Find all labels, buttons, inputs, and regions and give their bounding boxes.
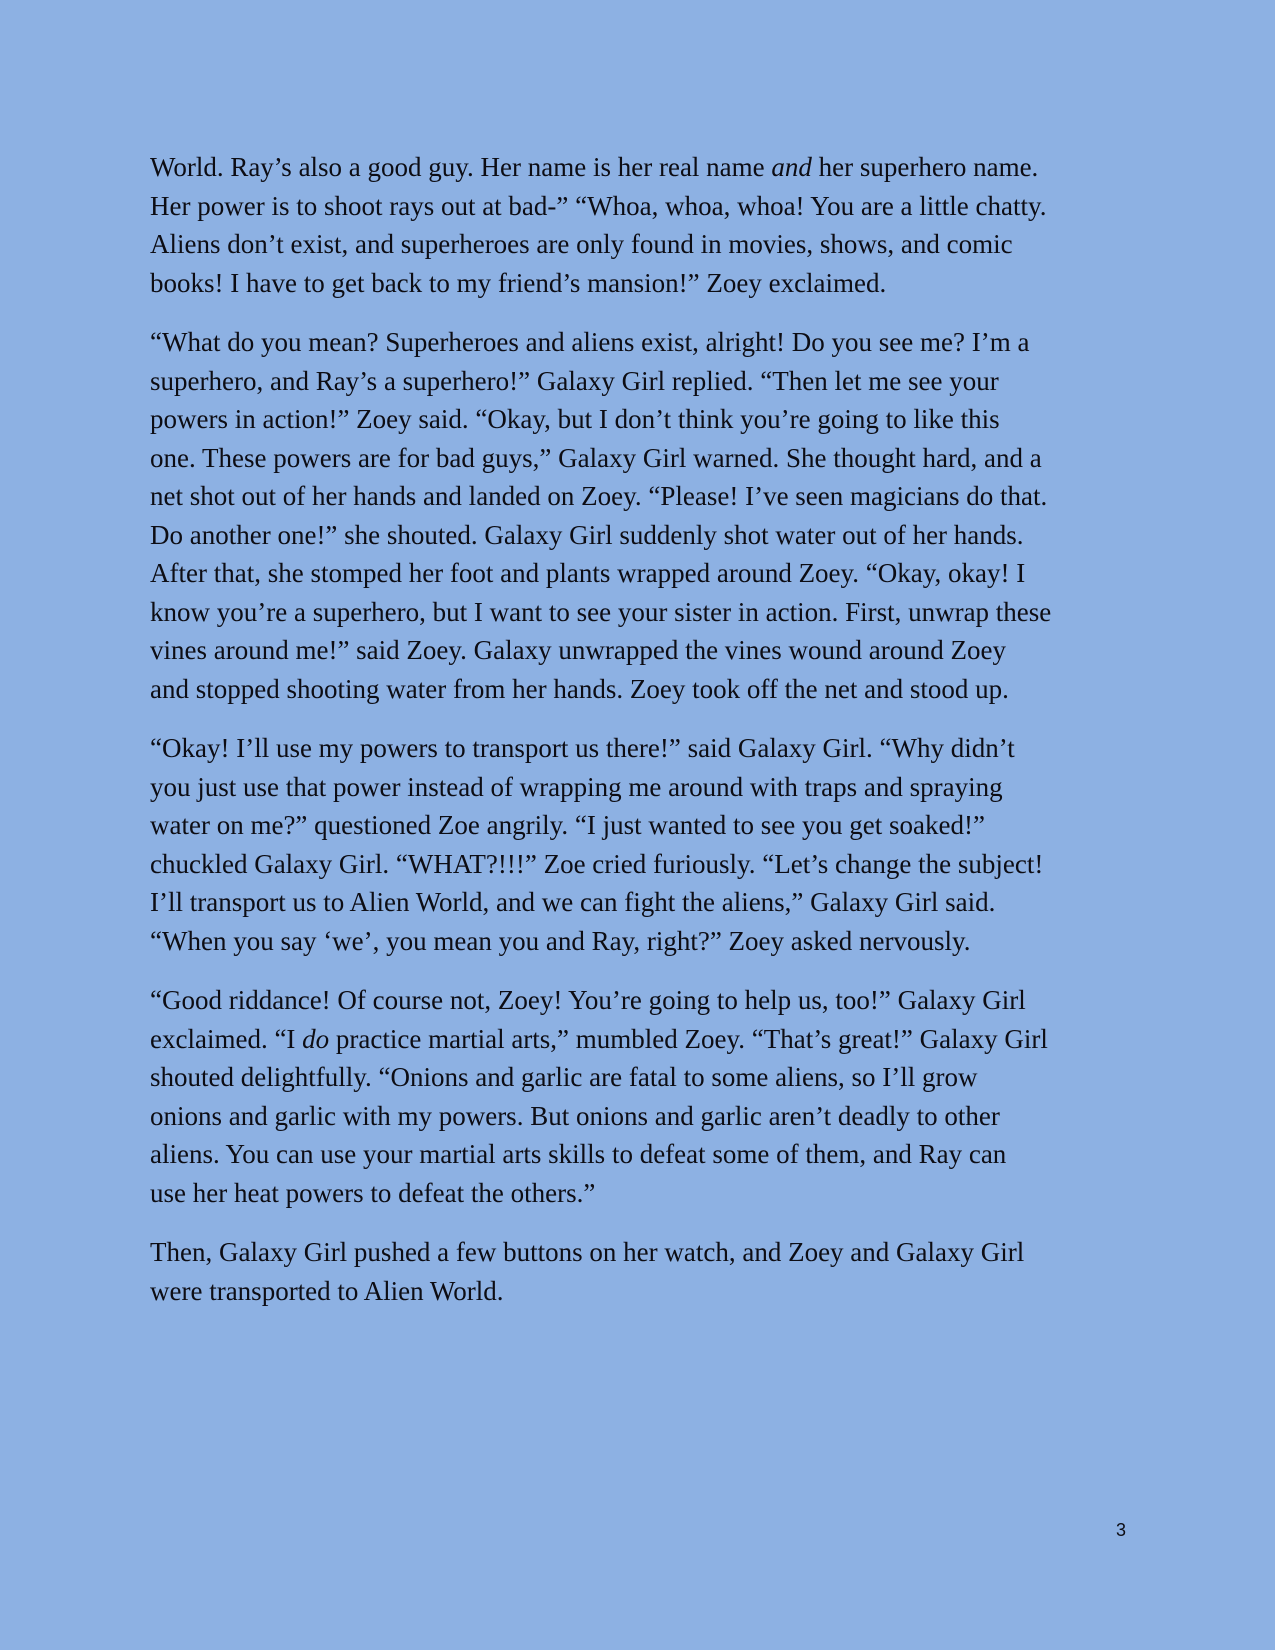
- text-line: [150, 631, 1135, 670]
- text-line: [150, 1020, 1135, 1059]
- text-segment: use her heat powers to defeat the others.”: [150, 1177, 596, 1208]
- text-line: [150, 323, 1135, 362]
- text-line: [150, 264, 1135, 303]
- text-segment: her superhero name.: [811, 152, 1039, 182]
- text-line: [150, 225, 1135, 264]
- text-line: [150, 400, 1135, 439]
- text-line: [150, 516, 1135, 555]
- text-segment: vines around me!” said Zoey. Galaxy unwrapped the vines wound around Zoey: [150, 635, 1006, 665]
- text-segment: chuckled Galaxy Girl. “WHAT?!!!” Zoe cried furiously. “Let’s change the subject!: [150, 848, 1044, 879]
- text-line: [150, 477, 1135, 516]
- text-segment: “When you say ‘we’, you mean you and Ray, right?” Zoey asked nervously.: [150, 925, 971, 956]
- text-segment: superhero, and Ray’s a superhero!” Galaxy Girl replied. “Then let me see your: [150, 365, 999, 396]
- text-segment: shouted delightfully. “Onions and garlic are fatal to some aliens, so I’ll grow: [150, 1062, 978, 1092]
- text-segment: Then, Galaxy Girl pushed a few buttons on her watch, and Zoey and Galaxy Girl: [150, 1237, 1025, 1267]
- text-line: [150, 1097, 1135, 1136]
- page-number: 3: [1115, 1520, 1126, 1540]
- paragraph: [150, 323, 1135, 708]
- text-line: [150, 362, 1135, 401]
- paragraph: [150, 729, 1135, 960]
- text-segment: World. Ray’s also a good guy. Her name is her real name: [150, 152, 772, 182]
- text-line: [150, 593, 1135, 632]
- text-line: [150, 922, 1135, 961]
- text-segment: Her power is to shoot rays out at bad-” “Whoa, whoa, whoa! You are a little chatty.: [150, 190, 1047, 221]
- text-segment: net shot out of her hands and landed on Zoey. “Please! I’ve seen magicians do that.: [150, 481, 1048, 511]
- text-line: [150, 439, 1135, 478]
- text-line: [150, 670, 1135, 709]
- text-line: [150, 806, 1135, 845]
- text-line: [150, 1058, 1135, 1097]
- italic-emphasis: do: [302, 1023, 330, 1054]
- text-segment: were transported to Alien World.: [150, 1275, 504, 1306]
- text-segment: Do another one!” she shouted. Galaxy Girl suddenly shot water out of her hands.: [150, 519, 1024, 550]
- text-segment: exclaimed. “I: [150, 1023, 303, 1054]
- text-segment: know you’re a superhero, but I want to see your sister in action. First, unwrap these: [150, 596, 1052, 627]
- text-segment: “Okay! I’ll use my powers to transport us there!” said Galaxy Girl. “Why didn’t: [150, 733, 1015, 763]
- text-line: [150, 1135, 1135, 1174]
- text-segment: you just use that power instead of wrapping me around with traps and spraying: [150, 771, 1003, 802]
- text-line: [150, 845, 1135, 884]
- text-segment: practice martial arts,” mumbled Zoey. “That’s great!” Galaxy Girl: [329, 1023, 1048, 1054]
- text-segment: Aliens don’t exist, and superheroes are only found in movies, shows, and comic: [150, 229, 1013, 259]
- text-segment: powers in action!” Zoey said. “Okay, but I don’t think you’re going to like this: [150, 404, 1000, 434]
- text-segment: After that, she stomped her foot and plants wrapped around Zoey. “Okay, okay! I: [150, 558, 1026, 588]
- text-segment: “What do you mean? Superheroes and aliens exist, alright! Do you see me? I’m a: [150, 327, 1030, 357]
- text-segment: one. These powers are for bad guys,” Galaxy Girl warned. She thought hard, and a: [150, 442, 1042, 473]
- text-line: [150, 1233, 1135, 1272]
- story-text-body: [150, 148, 1135, 1331]
- italic-emphasis: and: [771, 152, 812, 182]
- text-line: [150, 883, 1135, 922]
- text-line: [150, 1272, 1135, 1311]
- text-segment: aliens. You can use your martial arts skills to defeat some of them, and Ray can: [150, 1139, 1007, 1169]
- text-segment: water on me?” questioned Zoe angrily. “I just wanted to see you get soaked!”: [150, 810, 985, 840]
- text-line: [150, 981, 1135, 1020]
- paragraph: [150, 148, 1135, 302]
- text-line: [150, 187, 1135, 226]
- text-segment: “Good riddance! Of course not, Zoey! You’re going to help us, too!” Galaxy Girl: [150, 985, 1026, 1015]
- text-segment: and stopped shooting water from her hands. Zoey took off the net and stood up.: [150, 673, 1009, 704]
- text-segment: onions and garlic with my powers. But onions and garlic aren’t deadly to other: [150, 1100, 1000, 1131]
- paragraph: [150, 981, 1135, 1212]
- text-line: [150, 729, 1135, 768]
- text-segment: I’ll transport us to Alien World, and we can fight the aliens,” Galaxy Girl said.: [150, 887, 996, 917]
- text-line: [150, 1174, 1135, 1213]
- text-line: [150, 148, 1135, 187]
- paragraph: [150, 1233, 1135, 1310]
- text-segment: books! I have to get back to my friend’s mansion!” Zoey exclaimed.: [150, 267, 887, 298]
- text-line: [150, 554, 1135, 593]
- text-line: [150, 768, 1135, 807]
